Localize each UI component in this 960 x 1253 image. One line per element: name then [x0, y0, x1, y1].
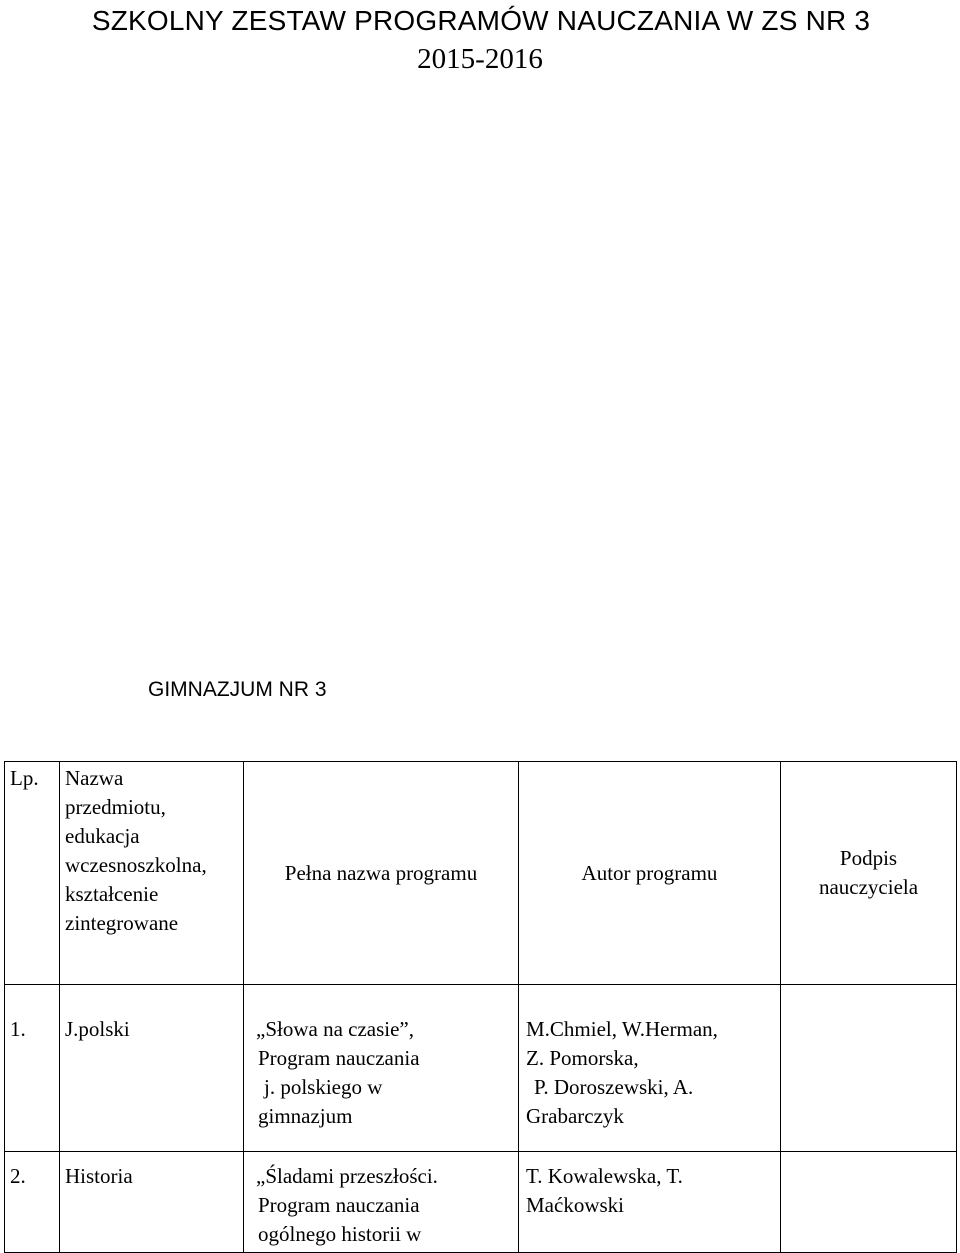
author-line: M.Chmiel, W.Herman, — [526, 1017, 718, 1041]
author-line: Maćkowski — [526, 1193, 624, 1217]
header-program-name: Pełna nazwa programu — [244, 762, 519, 985]
row-signature — [781, 985, 957, 1152]
school-name: GIMNAZJUM NR 3 — [148, 678, 327, 701]
header-subject-line: wczesnoszkolna, — [65, 853, 207, 877]
document-title: SZKOLNY ZESTAW PROGRAMÓW NAUCZANIA W ZS NR 3 — [91, 5, 871, 36]
header-lp: Lp. — [5, 762, 60, 985]
row-author — [519, 1152, 781, 1253]
school-year: 2015-2016 — [417, 43, 543, 75]
row-subject: Historia — [60, 1152, 244, 1253]
author-line: P. Doroszewski, A. — [534, 1075, 694, 1099]
header-author: Autor programu — [519, 762, 781, 985]
programs-table — [4, 761, 957, 1253]
header-subject-line: zintegrowane — [65, 911, 179, 935]
row-lp: 2. — [5, 1152, 60, 1253]
program-line: gimnazjum — [258, 1104, 353, 1128]
header-subject-line: kształcenie — [65, 882, 159, 906]
row-program-name — [244, 985, 519, 1152]
header-signature-line: nauczyciela — [818, 875, 919, 899]
header-subject-line: Nazwa — [65, 766, 124, 790]
program-line: Program nauczania — [258, 1046, 420, 1070]
table-header-row — [5, 762, 957, 985]
program-line: „Słowa na czasie”, — [256, 1017, 415, 1041]
row-signature — [781, 1152, 957, 1253]
header-subject — [60, 762, 244, 985]
row-lp: 1. — [5, 985, 60, 1152]
program-line: Program nauczania — [258, 1193, 420, 1217]
program-line: „Śladami przeszłości. — [256, 1164, 438, 1188]
program-line: j. polskiego w — [264, 1075, 383, 1099]
program-line: ogólnego historii w — [258, 1222, 422, 1246]
table-row — [5, 1152, 957, 1253]
header-signature-line: Podpis — [839, 846, 898, 870]
table-row — [5, 985, 957, 1152]
author-line: Z. Pomorska, — [526, 1046, 639, 1070]
header-subject-line: edukacja — [65, 824, 140, 848]
header-subject-line: przedmiotu, — [65, 795, 166, 819]
author-line: T. Kowalewska, T. — [526, 1164, 683, 1188]
row-program-name — [244, 1152, 519, 1253]
author-line: Grabarczyk — [526, 1104, 624, 1128]
row-subject: J.polski — [60, 985, 244, 1152]
header-signature — [781, 762, 957, 985]
row-author — [519, 985, 781, 1152]
